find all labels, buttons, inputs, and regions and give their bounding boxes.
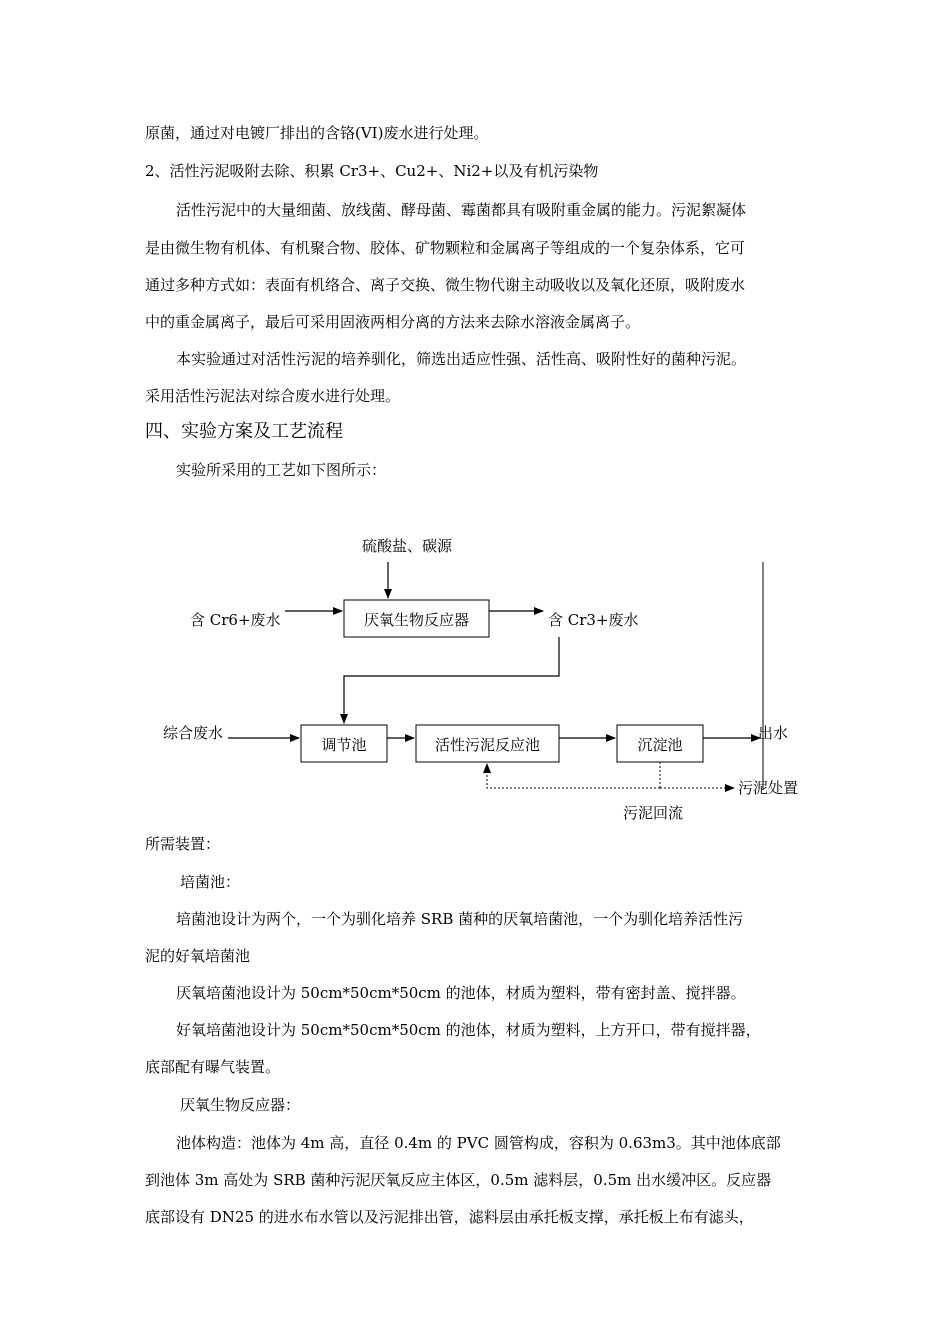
paragraph-line: 实验所采用的工艺如下图所示： xyxy=(176,461,387,479)
sludge-return-label: 污泥回流 xyxy=(623,804,684,822)
paragraph-line: 好氧培菌池设计为 50cm*50cm*50cm 的池体，材质为塑料，上方开口，带有搅拌器， xyxy=(176,1021,761,1039)
regulating-tank-box xyxy=(301,725,387,762)
paragraph-line: 本实验通过对活性污泥的培养驯化，筛选出适应性强、活性高、吸附性好的菌种污泥。 xyxy=(176,350,747,368)
settling-tank-box xyxy=(617,725,703,762)
mixed-wastewater-label: 综合废水 xyxy=(163,724,224,742)
sludge-return-arrow xyxy=(487,764,660,788)
effluent-label: 出水 xyxy=(758,724,789,742)
paragraph-line: 通过多种方式如：表面有机络合、离子交换、微生物代谢主动吸收以及氧化还原，吸附废水 xyxy=(145,276,746,294)
paragraph-line: 中的重金属离子，最后可采用固液两相分离的方法来去除水溶液金属离子。 xyxy=(145,313,641,331)
paragraph-line: 所需装置： xyxy=(145,835,221,853)
sludge-disposal-label: 污泥处置 xyxy=(738,779,799,797)
paragraph-line: 活性污泥中的大量细菌、放线菌、酵母菌、霉菌都具有吸附重金属的能力。污泥絮凝体 xyxy=(176,201,747,219)
paragraph-line: 底部配有曝气装置。 xyxy=(145,1058,281,1076)
paragraph-line: 原菌，通过对电镀厂排出的含铬(VI)废水进行处理。 xyxy=(145,124,489,142)
paragraph-line: 池体构造：池体为 4m 高，直径 0.4m 的 PVC 圆管构成，容积为 0.63m3。其中池体底部 xyxy=(176,1134,781,1152)
svg-text:活性污泥反应池: 活性污泥反应池 xyxy=(434,736,541,754)
svg-text:厌氧生物反应器: 厌氧生物反应器 xyxy=(363,611,470,629)
activated-sludge-reactor-box xyxy=(416,725,559,762)
subheading: 厌氧生物反应器： xyxy=(180,1096,301,1114)
sulfate-label: 硫酸盐、碳源 xyxy=(362,537,453,555)
paragraph-line: 厌氧培菌池设计为 50cm*50cm*50cm 的池体，材质为塑料，带有密封盖、搅拌器。 xyxy=(176,984,746,1002)
paragraph-line: 底部设有 DN25 的进水布水管以及污泥排出管，滤料层由承托板支撑，承托板上布有滤头， xyxy=(145,1208,754,1226)
svg-text:调节池: 调节池 xyxy=(321,736,367,754)
cr3-to-regulating-arrow xyxy=(344,637,559,723)
paragraph-line: 泥的好氧培菌池 xyxy=(145,947,251,965)
section-heading-2: 2、活性污泥吸附去除、积累 Cr3+、Cu2+、Ni2+以及有机污染物 xyxy=(145,162,599,180)
subheading: 培菌池： xyxy=(180,873,241,891)
cr3-wastewater-label: 含 Cr3+废水 xyxy=(548,611,639,629)
paragraph-line: 到池体 3m 高处为 SRB 菌种污泥厌氧反应主体区，0.5m 滤料层，0.5m 出水缓冲区。反应器 xyxy=(145,1171,772,1189)
paragraph-line: 是由微生物有机体、有机聚合物、胶体、矿物颗粒和金属离子等组成的一个复杂体系，它可 xyxy=(145,239,746,257)
paragraph-line: 培菌池设计为两个，一个为驯化培养 SRB 菌种的厌氧培菌池，一个为驯化培养活性污 xyxy=(176,910,744,928)
section-heading-4: 四、实验方案及工艺流程 xyxy=(145,421,343,442)
cr6-wastewater-label: 含 Cr6+废水 xyxy=(190,611,281,629)
anaerobic-reactor-box xyxy=(344,600,489,637)
svg-text:沉淀池: 沉淀池 xyxy=(637,736,683,754)
paragraph-line: 采用活性污泥法对综合废水进行处理。 xyxy=(145,387,401,405)
